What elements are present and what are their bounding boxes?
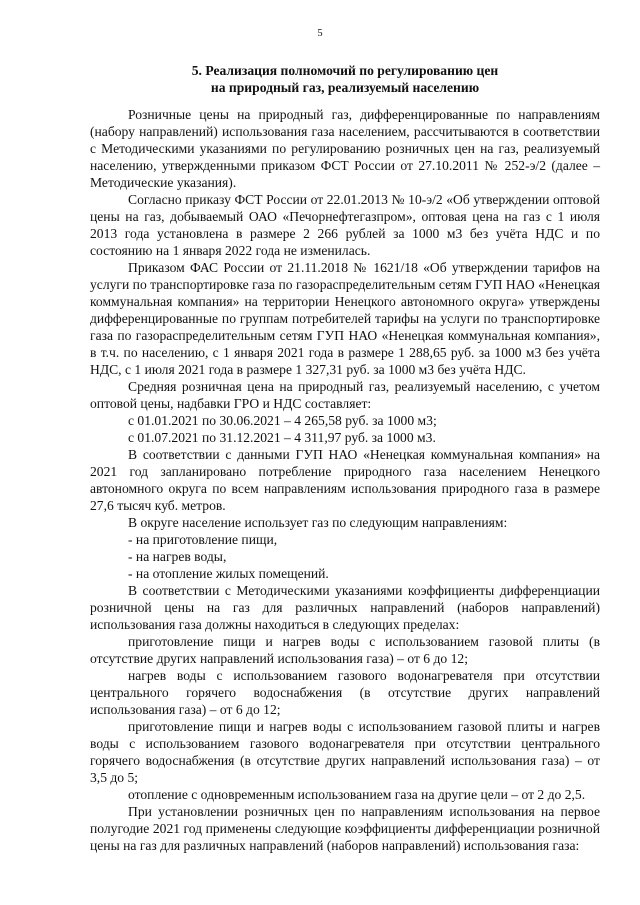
list-item-cooking: - на приготовление пищи, (128, 532, 278, 547)
paragraph-coefficient-limits: В соответствии с Методическими указаниями коэффициенты дифференциации розничной цены на газ для различных направлений (наборов направлений) использования газа должны находиться в следующих пределах: (90, 583, 600, 632)
coefficient-range-stove-and-heater: приготовление пищи и нагрев воды с использованием газовой плиты и нагрев воды с использованием газового водонагревателя при отсутствии центрального горячего водоснабжения (в отсутствие других направлений использования газа) – от 3,5 до 5; (90, 719, 600, 785)
section-heading (90, 62, 600, 96)
paragraph-retail-prices: Розничные цены на природный газ, дифференцированные по направлениям (набору направлений) использования газа населением, рассчитываются в соответствии с Методическими указаниями по регулированию розничных цен на газ, реализуемый населению, утвержденными приказом ФСТ России от 27.10.2011 № 252-э/2 (далее – Методические указания). (90, 107, 600, 190)
list-item-water-heating: - на нагрев воды, (128, 549, 227, 564)
section-heading-line-1: 5. Реализация полномочий по регулированию цен (191, 63, 499, 78)
paragraph-transport-tariffs: Приказом ФАС России от 21.11.2018 № 1621/18 «Об утверждении тарифов на услуги по транспортировке газа по газораспределительным сетям ГУП НАО «Ненецкая коммунальная компания» на территории Ненецкого автономного округа» утверждены дифференцированные по группам потребителей тарифы на услуги по транспортировке газа по газораспределительным сетям ГУП НАО «Ненецкая коммунальная компания», в т.ч. по населению, с 1 января 2021 года в размере 1 288,65 руб. за 1000 м3 без учёта НДС, с 1 июля 2021 года в размере 1 327,31 руб. за 1000 м3 без учёта НДС. (90, 260, 600, 377)
coefficient-range-water-heater: нагрев воды с использованием газового водонагревателя при отсутствии центрального горячего водоснабжения (в отсутствие других направлений использования газа) – от 6 до 12; (90, 668, 600, 717)
paragraph-wholesale-price: Согласно приказу ФСТ России от 22.01.2013 № 10-э/2 «Об утверждении оптовой цены на газ, добываемый ОАО «Печорнефтегазпром», оптовая цена на газ с 1 июля 2013 года установлена в размере 2 266 рублей за 1000 м3 без учёта НДС и по состоянию на 1 января 2022 года не изменилась. (90, 192, 600, 258)
section-heading-line-2: на природный газ, реализуемый населению (210, 80, 480, 95)
paragraph-average-price: Средняя розничная цена на природный газ, реализуемый населению, с учетом оптовой цены, надбавки ГРО и НДС составляет: (90, 379, 600, 411)
page-number: 5 (317, 28, 323, 39)
paragraph-applied-coefficients: При установлении розничных цен по направлениям использования на первое полугодие 2021 год применены следующие коэффициенты дифференциации розничной цены на газ для различных направлений (наборов направлений) использования газа: (90, 804, 600, 853)
paragraph-consumption: В соответствии с данными ГУП НАО «Ненецкая коммунальная компания» на 2021 год запланировано потребление природного газа населением Ненецкого автономного округа по всем направлениям использования природного газа в размере 27,6 тысяч куб. метров. (90, 447, 600, 513)
list-item-space-heating: - на отопление жилых помещений. (128, 566, 329, 581)
price-period-2: с 01.07.2021 по 31.12.2021 – 4 311,97 руб. за 1000 м3. (128, 430, 436, 445)
paragraph-usage-directions: В округе население использует газ по следующим направлениям: (128, 515, 508, 530)
price-period-1: с 01.01.2021 по 30.06.2021 – 4 265,58 руб. за 1000 м3; (128, 413, 437, 428)
coefficient-range-heating: отопление с одновременным использованием газа на другие цели – от 2 до 2,5. (128, 787, 586, 802)
document-body (90, 106, 600, 854)
coefficient-range-stove: приготовление пищи и нагрев воды с использованием газовой плиты (в отсутствие других направлений использования газа) – от 6 до 12; (90, 634, 600, 666)
